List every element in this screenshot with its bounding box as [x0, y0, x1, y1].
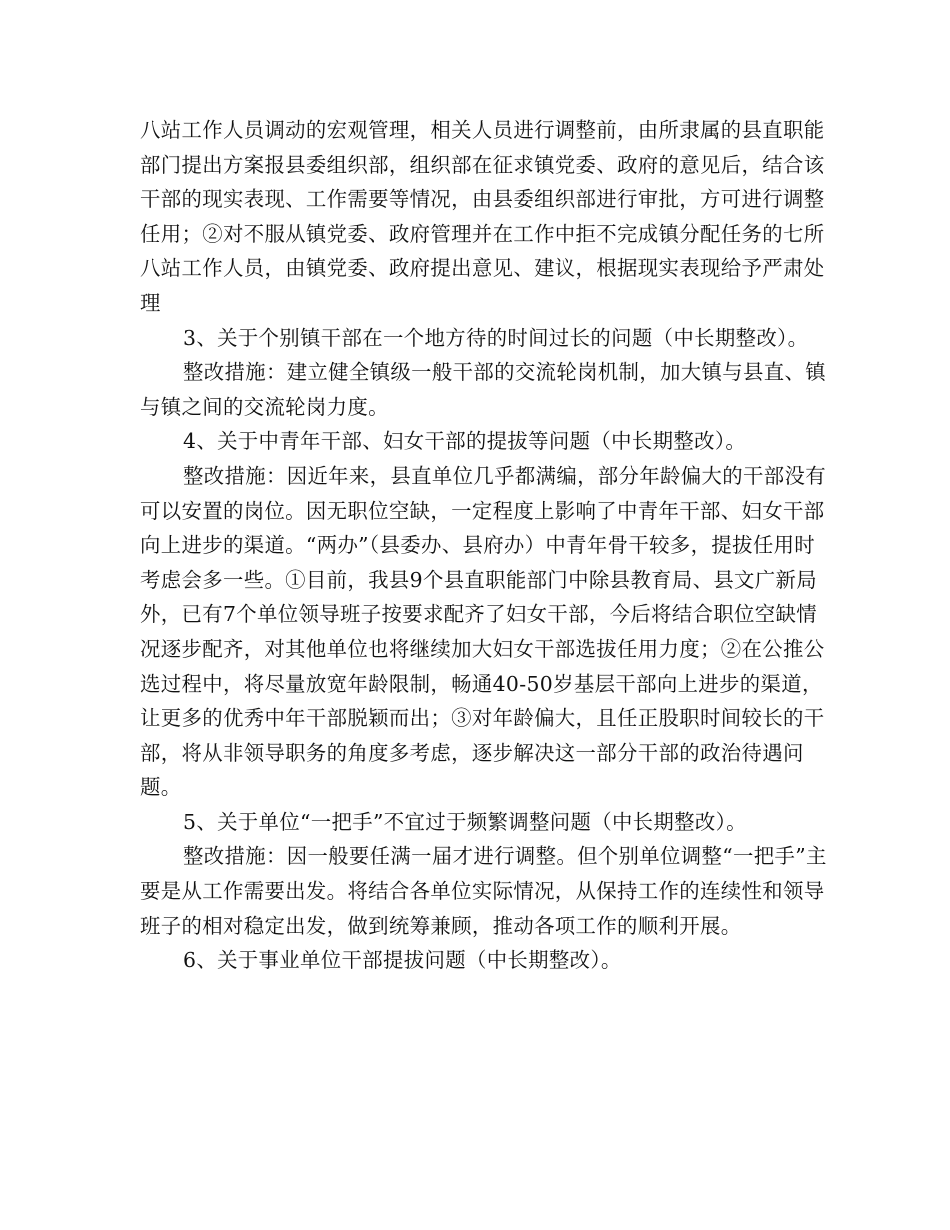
- paragraph-continuation: 八站工作人员调动的宏观管理，相关人员进行调整前，由所隶属的县直职能部门提出方案报县委组织部，组织部在征求镇党委、政府的意见后，结合该干部的现实表现、工作需要等情况，由县委组织部进行审批，方可进行调整任用；②对不服从镇党委、政府管理并在工作中拒不完成镇分配任务的七所八站工作人员，由镇党委、政府提出意见、建议，根据现实表现给予严肃处理: [140, 118, 825, 315]
- measures-item-5: 整改措施：因一般要任满一届才进行调整。但个别单位调整“一把手”主要是从工作需要出发。将结合各单位实际情况，从保持工作的连续性和领导班子的相对稳定出发，做到统筹兼顾，推动各项工作的顺利开展。: [140, 844, 827, 938]
- document-body: [140, 113, 830, 978]
- heading-item-3: 3、关于个别镇干部在一个地方待的时间过长的问题（中长期整改）。: [183, 325, 809, 350]
- measures-item-4: 整改措施：因近年来，县直单位几乎都满编，部分年龄偏大的干部没有可以安置的岗位。因无职位空缺，一定程度上影响了中青年干部、妇女干部向上进步的渠道。“两办”（县委办、县府办）中青年骨干较多，提拔任用时考虑会多一些。①目前，我县9个县直职能部门中除县教育局、县文广新局外，已有7个单位领导班子按要求配齐了妇女干部，今后将结合职位空缺情况逐步配齐，对其他单位也将继续加大妇女干部选拔任用力度；②在公推公选过程中，将尽量放宽年龄限制，畅通40-50岁基层干部向上进步的渠道，让更多的优秀中年干部脱颖而出；③对年龄偏大，且任正股职时间较长的干部，将从非领导职务的角度多考虑，逐步解决这一部分干部的政治待遇问题。: [140, 463, 826, 800]
- heading-item-6: 6、关于事业单位干部提拔问题（中长期整改）。: [183, 948, 622, 973]
- heading-item-4: 4、关于中青年干部、妇女干部的提拔等问题（中长期整改）。: [183, 429, 747, 454]
- heading-item-5: 5、关于单位“一把手”不宜过于频繁调整问题（中长期整改）。: [183, 809, 747, 834]
- measures-item-3: 整改措施：建立健全镇级一般干部的交流轮岗机制，加大镇与县直、镇与镇之间的交流轮岗力度。: [140, 360, 826, 419]
